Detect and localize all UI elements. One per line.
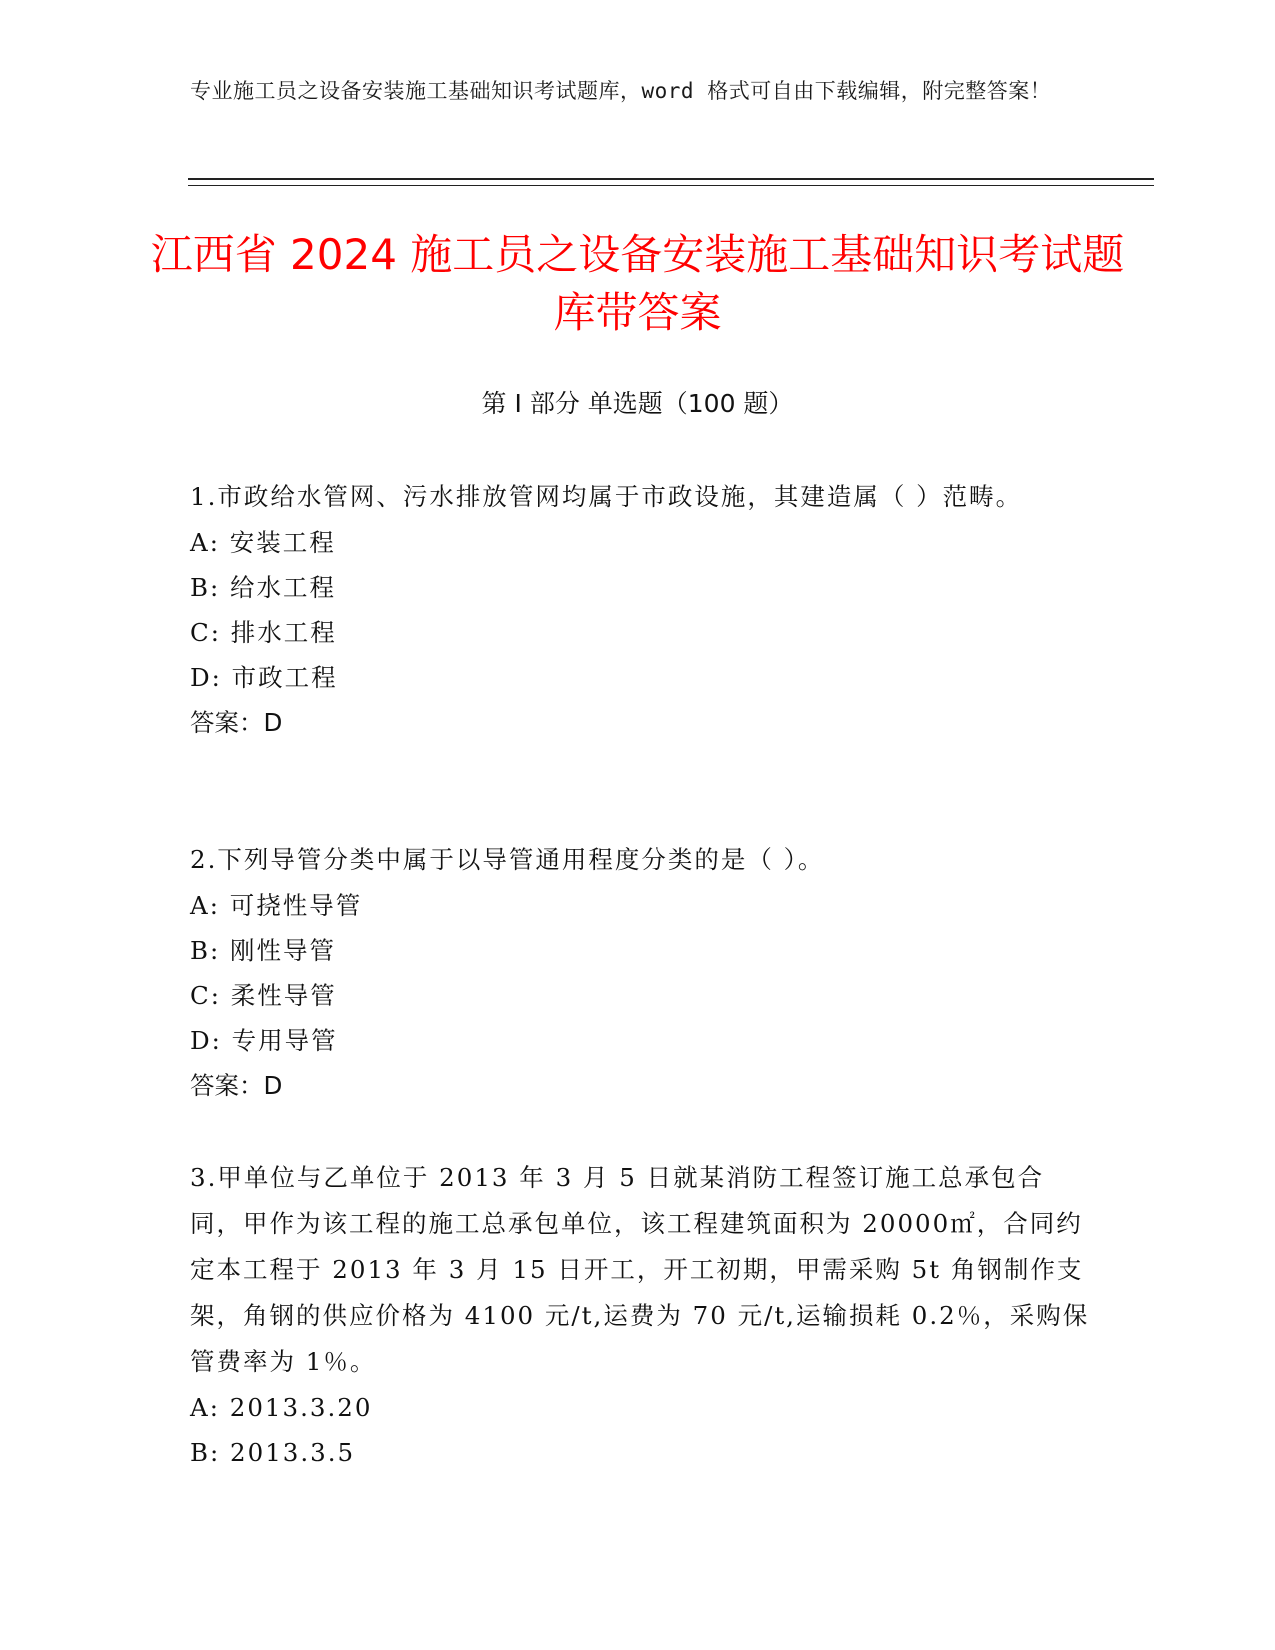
question-text: 2.下列导管分类中属于以导管通用程度分类的是（ ）。 — [190, 845, 825, 874]
option-b: B: 刚性导管 — [190, 936, 337, 965]
option-d: D: 市政工程 — [190, 663, 338, 692]
section-heading: 第 I 部分 单选题（100 题） — [481, 389, 794, 418]
option-b: B: 给水工程 — [190, 573, 337, 602]
header-divider-thin — [188, 185, 1154, 186]
question-text: 1.市政给水管网、污水排放管网均属于市政设施，其建造属（ ）范畴。 — [190, 482, 1023, 511]
option-a: A: 2013.3.20 — [190, 1393, 373, 1422]
question-2 — [190, 837, 1090, 1108]
option-c: C: 排水工程 — [190, 618, 337, 647]
option-c: C: 柔性导管 — [190, 981, 337, 1010]
option-d: D: 专用导管 — [190, 1026, 338, 1055]
document-title: 江西省 2024 施工员之设备安装施工基础知识考试题库带答案 — [150, 230, 1125, 337]
header-divider — [188, 178, 1154, 180]
answer: 答案：D — [190, 1071, 283, 1100]
header-note: 专业施工员之设备安装施工基础知识考试题库，word 格式可自由下载编辑，附完整答案！ — [190, 79, 1052, 103]
question-3 — [190, 1155, 1090, 1475]
option-a: A: 可挠性导管 — [190, 891, 363, 920]
question-1 — [190, 474, 1090, 745]
answer: 答案：D — [190, 708, 283, 737]
option-a: A: 安装工程 — [190, 528, 336, 557]
option-b: B: 2013.3.5 — [190, 1438, 356, 1467]
question-text: 3.甲单位与乙单位于 2013 年 3 月 5 日就某消防工程签订施工总承包合同，甲作为该工程的施工总承包单位，该工程建筑面积为 20000㎡，合同约定本工程于 2013 年 3 月 15 日开工，开工初期，甲需采购 5t 角钢制作支架，角钢的供应价格为 4100 元/t,运费为 70 元/t,运输损耗 0.2％，采购保管费率为 1％。 — [190, 1163, 1090, 1376]
